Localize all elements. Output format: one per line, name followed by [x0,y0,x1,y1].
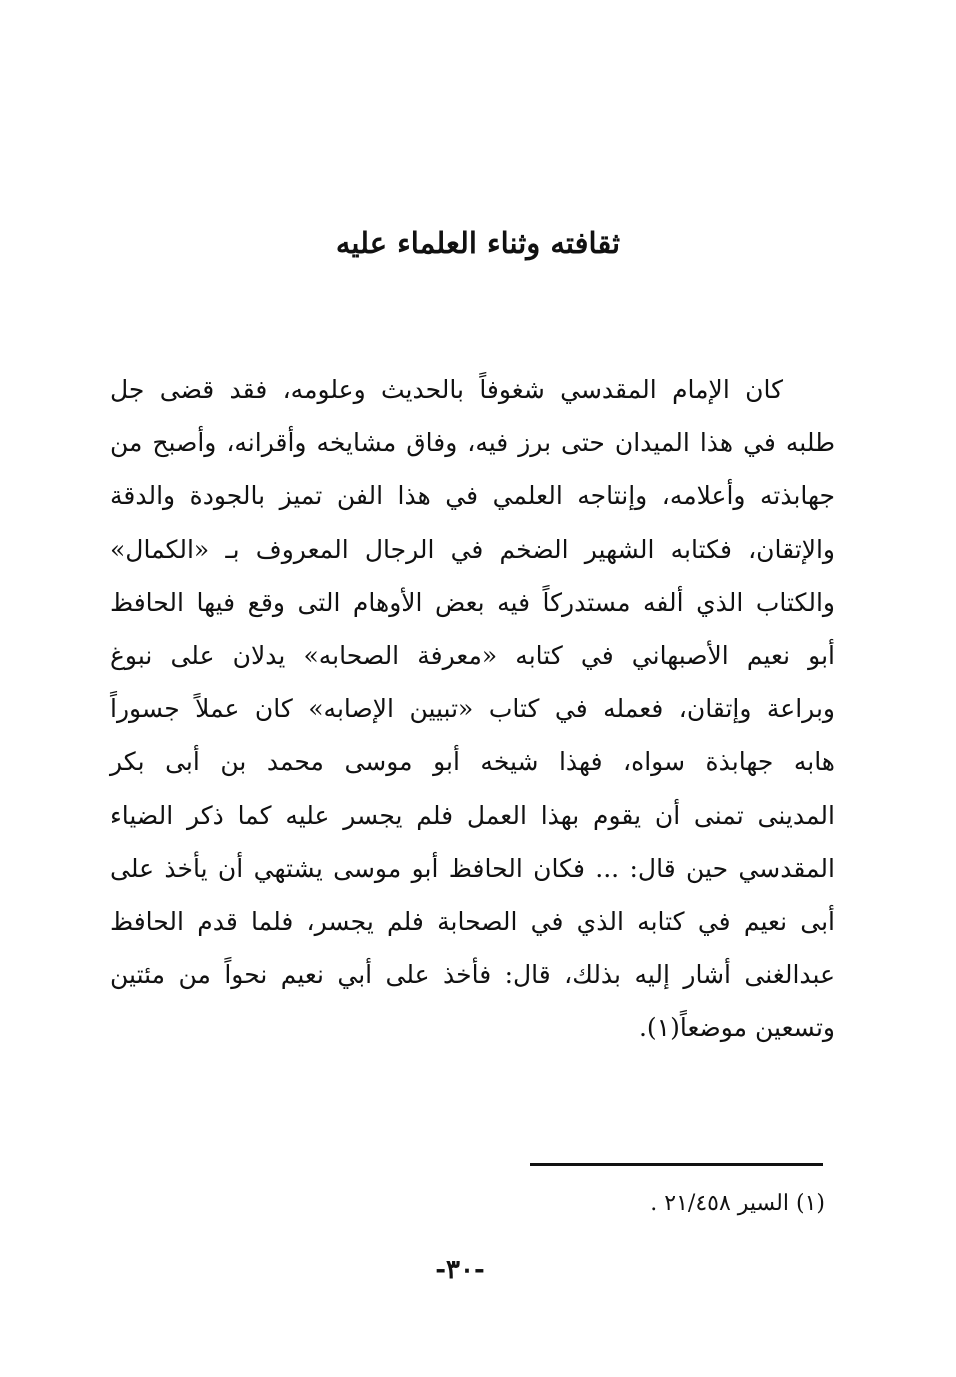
paragraph-line: والكتاب الذي ألفه مستدركاً فيه بعض الأوهام التى وقع فيها الحافظ [110,587,835,617]
paragraph-line: أبو نعيم الأصبهاني في كتابه «معرفة الصحابه» يدلان على نبوغ [110,640,835,670]
paragraph-line: عبدالغنى أشار إليه بذلك، قال: فأخذ على أبي نعيم نحواً من مئتين [110,960,835,990]
paragraph-line: المدينى تمنى أن يقوم بهذا العمل فلم يجسر عليه كما ذكر الضياء [110,800,835,830]
chapter-heading: ثقافته وثناء العلماء عليه [335,226,621,260]
paragraph-line: وبراعة وإتقان، فعمله في كتاب «تبيين الإصابه» كان عملاً جسوراً [110,694,835,724]
footnote-divider [530,1163,823,1166]
paragraph-line: وتسعين موضعاً(١). [638,1013,835,1043]
paragraph-line: أبى نعيم في كتابه الذي في الصحابة فلم يجسر، فلما قدم الحافظ [110,906,835,936]
footnote: (١) السير ٢١/٤٥٨ . [650,1191,825,1216]
paragraph-line: كان الإمام المقدسي شغوفاً بالحديث وعلومه، فقد قضى جل [110,375,783,404]
paragraph-line: المقدسي حين قال: ... فكان الحافظ أبو موسى يشتهي أن يأخذ على [110,853,835,883]
paragraph-line: طلبه في هذا الميدان حتى برز فيه، وفاق مشايخه وأقرانه، وأصبح من [110,428,835,458]
paragraph-line: والإتقان، فكتابه الشهير الضخم في الرجال المعروف بـ «الكمال» [110,534,835,564]
main-paragraph [110,363,835,1054]
paragraph-line: هابه جهابذة سواه، فهذا شيخه أبو موسى محمد بن أبى بكر [110,747,835,777]
page-number: -٣٠- [435,1255,485,1285]
paragraph-line: جهابذته وأعلامه، وإنتاجه العلمي في هذا الفن تميز بالجودة والدقة [110,481,835,511]
